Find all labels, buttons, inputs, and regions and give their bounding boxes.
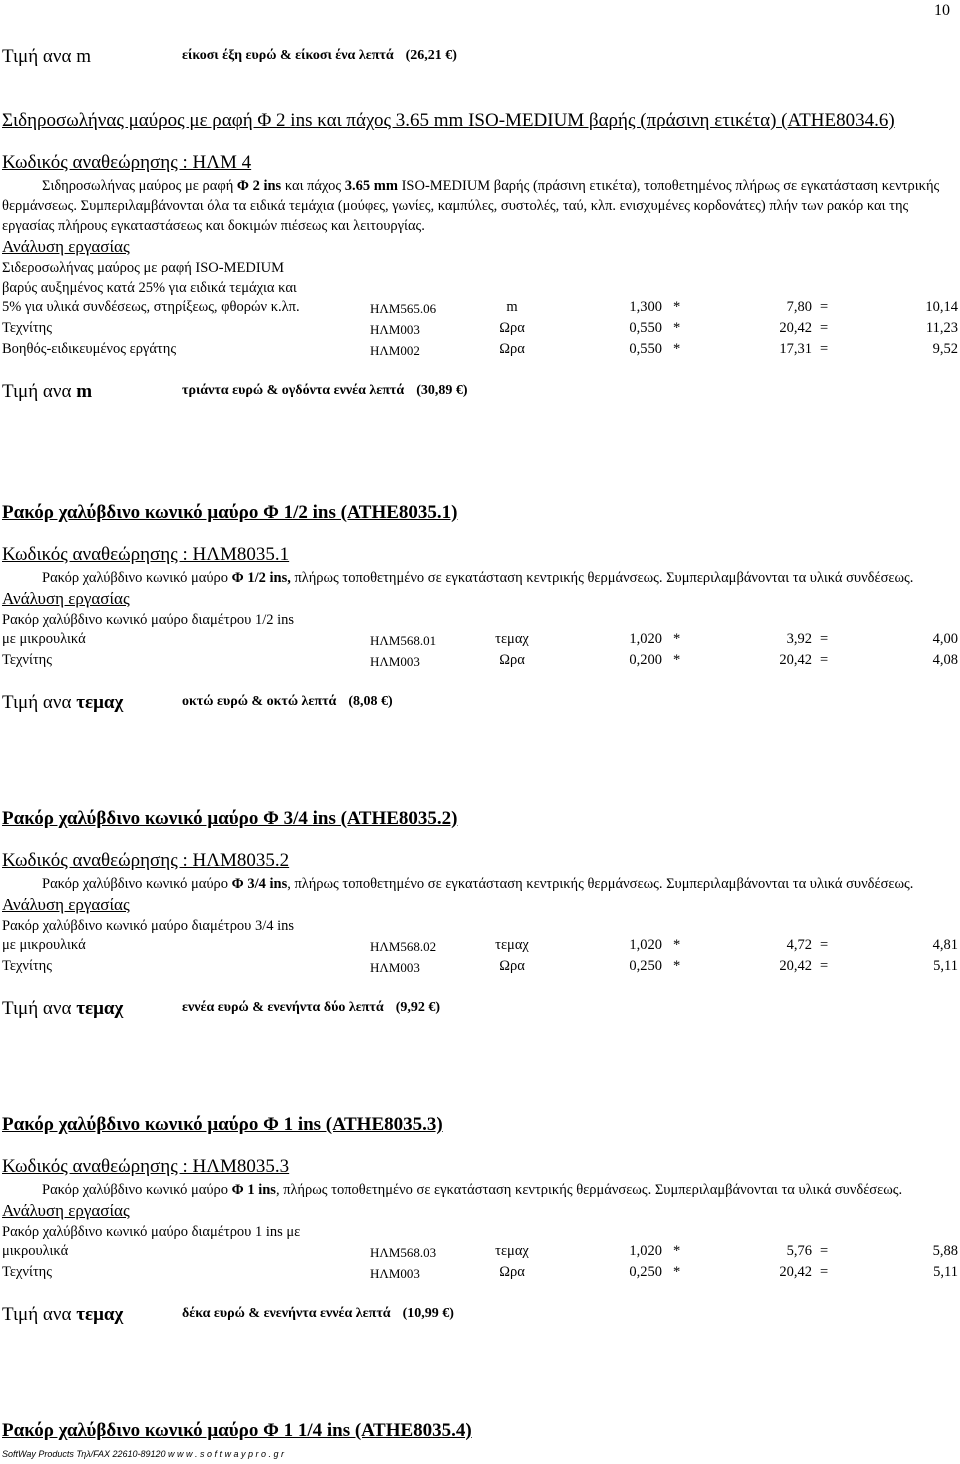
unit-price-line: [0, 692, 960, 722]
row-quantity: 0,200: [629, 652, 662, 668]
row-quantity: 1,300: [629, 299, 662, 315]
row-description: Τεχνίτης: [2, 320, 52, 336]
row-price: 20,42: [779, 958, 812, 974]
analysis-heading: Ανάλυση εργασίας: [2, 237, 130, 256]
row-multiply: *: [673, 631, 681, 647]
row-quantity: 0,250: [629, 1264, 662, 1280]
analysis-heading: Ανάλυση εργασίας: [2, 895, 130, 914]
section-1: [0, 110, 960, 411]
item-title: Ρακόρ χαλύβδινο κωνικό μαύρο Φ 3/4 ins (ΑΤΗΕ8035.2): [2, 808, 458, 829]
row-total: 10,14: [925, 299, 958, 315]
item-title: Σιδηροσωλήνας μαύρος με ραφή Φ 2 ins και πάχος 3.65 mm ISO-MEDIUM βαρής (πράσινη ετικέτα) (ΑΤΗΕ8034.6): [2, 110, 895, 131]
section-2: [0, 502, 960, 722]
row-quantity: 0,550: [629, 320, 662, 336]
row-equals: =: [820, 631, 829, 647]
unit-price-label: Τιμή ανα τεμαχ: [2, 998, 124, 1019]
row-price: 7,80: [786, 299, 812, 315]
analysis-row: [0, 319, 960, 340]
row-description: 5% για υλικά συνδέσεως, στηρίξεως, φθορών κ.λπ.: [2, 299, 300, 315]
row-unit: Ωρα: [499, 1264, 525, 1280]
row-price: 4,72: [786, 937, 812, 953]
row-unit: τεμαχ: [495, 937, 529, 953]
analysis-row: [0, 298, 960, 319]
unit-price-line: [0, 1304, 960, 1334]
row-code: ΗΛΜ003: [370, 1266, 420, 1281]
analysis-row: [0, 1263, 960, 1284]
row-price: 17,31: [779, 341, 812, 357]
row-unit: Ωρα: [499, 320, 525, 336]
row-quantity: 1,020: [629, 937, 662, 953]
row-total: 4,81: [932, 937, 958, 953]
row-total: 5,88: [932, 1243, 958, 1259]
unit-price-line: [0, 998, 960, 1028]
item-description: Ρακόρ χαλύβδινο κωνικό μαύρο Φ 3/4 ins, πλήρως τοποθετημένο σε εγκατάσταση κεντρικής θερμάνσεως. Συμπεριλαμβάνονται τα υλικά συνδέσεως.: [42, 876, 914, 892]
row-code: ΗΛΜ002: [370, 343, 420, 358]
revision-code: Κωδικός αναθεώρησης : ΗΛΜ8035.3: [2, 1156, 290, 1177]
row-description: Τεχνίτης: [2, 958, 52, 974]
row-equals: =: [820, 299, 829, 315]
row-multiply: *: [673, 341, 681, 357]
section-0: [0, 46, 960, 76]
row-description: Τεχνίτης: [2, 652, 52, 668]
row-quantity: 0,550: [629, 341, 662, 357]
unit-price-label: Τιμή ανα m: [2, 381, 93, 402]
row-equals: =: [820, 341, 829, 357]
item-description: Σιδηροσωλήνας μαύρος με ραφή Φ 2 ins και πάχος 3.65 mm ISO-MEDIUM βαρής (πράσινη ετικέτα), τοποθετημένος πλήρως σε εγκατάσταση κεντρικής θερμάνσεως. Συμπεριλαμβάνονται όλα τα ειδικά τεμάχια (μούφες, γωνίες, καμπύλες, συστολές, ταύ, κλπ. ενισχυμένες κορδονάτες) πλήν των ρακόρ και της εργασίας πλήρους εγκαταστάσεως και δοκιμών πιέσεως και λειτουργίας.: [2, 178, 940, 234]
row-equals: =: [820, 958, 829, 974]
component-line: βαρύς αυξημένος κατά 25% για ειδικά τεμάχια και: [2, 280, 297, 296]
analysis-row: [0, 340, 960, 361]
row-description: με μικρουλικά: [2, 631, 86, 647]
row-code: ΗΛΜ003: [370, 960, 420, 975]
row-total: 11,23: [925, 320, 958, 336]
revision-code: Κωδικός αναθεώρησης : ΗΛΜ8035.2: [2, 850, 290, 871]
component-line: Ρακόρ χαλύβδινο κωνικό μαύρο διαμέτρου 3/4 ins: [2, 918, 295, 934]
unit-price-label: Τιμή ανα m: [2, 46, 91, 67]
analysis-heading: Ανάλυση εργασίας: [2, 1201, 130, 1220]
row-multiply: *: [673, 652, 681, 668]
unit-price-label: Τιμή ανα τεμαχ: [2, 1304, 124, 1325]
row-price: 3,92: [786, 631, 812, 647]
unit-price-text: εννέα ευρώ & ενενήντα δύο λεπτά (9,92 €): [182, 1000, 441, 1015]
row-equals: =: [820, 1264, 829, 1280]
row-price: 20,42: [779, 652, 812, 668]
row-code: ΗΛΜ565.06: [370, 301, 437, 316]
unit-price-text: τριάντα ευρώ & ογδόντα εννέα λεπτά (30,89 €): [182, 383, 468, 398]
row-description: Βοηθός-ειδικευμένος εργάτης: [2, 341, 177, 357]
row-quantity: 0,250: [629, 958, 662, 974]
row-unit: τεμαχ: [495, 1243, 529, 1259]
row-quantity: 1,020: [629, 631, 662, 647]
row-code: ΗΛΜ568.03: [370, 1245, 437, 1260]
row-multiply: *: [673, 320, 681, 336]
section-5: [0, 1420, 960, 1442]
section-4: [0, 1114, 960, 1334]
row-equals: =: [820, 1243, 829, 1259]
unit-price-line: [0, 381, 960, 411]
item-description: Ρακόρ χαλύβδινο κωνικό μαύρο Φ 1/2 ins, πλήρως τοποθετημένο σε εγκατάσταση κεντρικής θερμάνσεως. Συμπεριλαμβάνονται τα υλικά συνδέσεως.: [42, 570, 914, 586]
row-total: 4,00: [932, 631, 958, 647]
section-3: [0, 808, 960, 1028]
item-title: Ρακόρ χαλύβδινο κωνικό μαύρο Φ 1/2 ins (ΑΤΗΕ8035.1): [2, 502, 458, 523]
row-multiply: *: [673, 1264, 681, 1280]
item-title: Ρακόρ χαλύβδινο κωνικό μαύρο Φ 1 ins (ΑΤΗΕ8035.3): [2, 1114, 443, 1135]
revision-code: Κωδικός αναθεώρησης : ΗΛΜ8035.1: [2, 544, 290, 565]
component-line: Ρακόρ χαλύβδινο κωνικό μαύρο διαμέτρου 1 ins με: [2, 1224, 301, 1240]
row-total: 5,11: [933, 958, 958, 974]
analysis-row: [0, 651, 960, 672]
row-code: ΗΛΜ003: [370, 654, 420, 669]
item-description: Ρακόρ χαλύβδινο κωνικό μαύρο Φ 1 ins, πλήρως τοποθετημένο σε εγκατάσταση κεντρικής θερμάνσεως. Συμπεριλαμβάνονται τα υλικά συνδέσεως.: [42, 1182, 903, 1198]
unit-price-label: Τιμή ανα τεμαχ: [2, 692, 124, 713]
unit-price-text: δέκα ευρώ & ενενήντα εννέα λεπτά (10,99 €): [182, 1306, 454, 1321]
row-price: 20,42: [779, 320, 812, 336]
row-description: μικρουλικά: [2, 1243, 69, 1259]
row-description: με μικρουλικά: [2, 937, 86, 953]
row-price: 20,42: [779, 1264, 812, 1280]
row-unit: τεμαχ: [495, 631, 529, 647]
row-equals: =: [820, 320, 829, 336]
analysis-row: [0, 630, 960, 651]
row-total: 5,11: [933, 1264, 958, 1280]
revision-code: Κωδικός αναθεώρησης : ΗΛΜ 4: [2, 152, 252, 173]
page-footer: SoftWay Products Τηλ/FAX 22610-89120 w w w . s o f t w a y p r o . g r: [2, 1449, 285, 1459]
row-price: 5,76: [786, 1243, 812, 1259]
analysis-row: [0, 957, 960, 978]
row-code: ΗΛΜ003: [370, 322, 420, 337]
row-description: Τεχνίτης: [2, 1264, 52, 1280]
row-multiply: *: [673, 958, 681, 974]
row-unit: Ωρα: [499, 652, 525, 668]
component-line: Σιδεροσωλήνας μαύρος με ραφή ISO-MEDIUM: [2, 260, 285, 276]
row-total: 9,52: [932, 341, 958, 357]
item-title: Ρακόρ χαλύβδινο κωνικό μαύρο Φ 1 1/4 ins (ΑΤΗΕ8035.4): [2, 1420, 472, 1441]
row-equals: =: [820, 937, 829, 953]
unit-price-text: είκοσι έξη ευρώ & είκοσι ένα λεπτά (26,21 €): [182, 48, 457, 63]
row-multiply: *: [673, 299, 681, 315]
row-unit: Ωρα: [499, 958, 525, 974]
analysis-row: [0, 1242, 960, 1263]
analysis-row: [0, 936, 960, 957]
component-line: Ρακόρ χαλύβδινο κωνικό μαύρο διαμέτρου 1/2 ins: [2, 612, 295, 628]
row-equals: =: [820, 652, 829, 668]
row-multiply: *: [673, 1243, 681, 1259]
row-unit: Ωρα: [499, 341, 525, 357]
row-code: ΗΛΜ568.01: [370, 633, 437, 648]
row-quantity: 1,020: [629, 1243, 662, 1259]
row-unit: m: [506, 299, 518, 315]
row-code: ΗΛΜ568.02: [370, 939, 437, 954]
row-multiply: *: [673, 937, 681, 953]
analysis-heading: Ανάλυση εργασίας: [2, 589, 130, 608]
row-total: 4,08: [932, 652, 958, 668]
page-number: 10: [934, 2, 950, 19]
unit-price-line: [0, 46, 960, 76]
unit-price-text: οκτώ ευρώ & οκτώ λεπτά (8,08 €): [182, 694, 393, 709]
